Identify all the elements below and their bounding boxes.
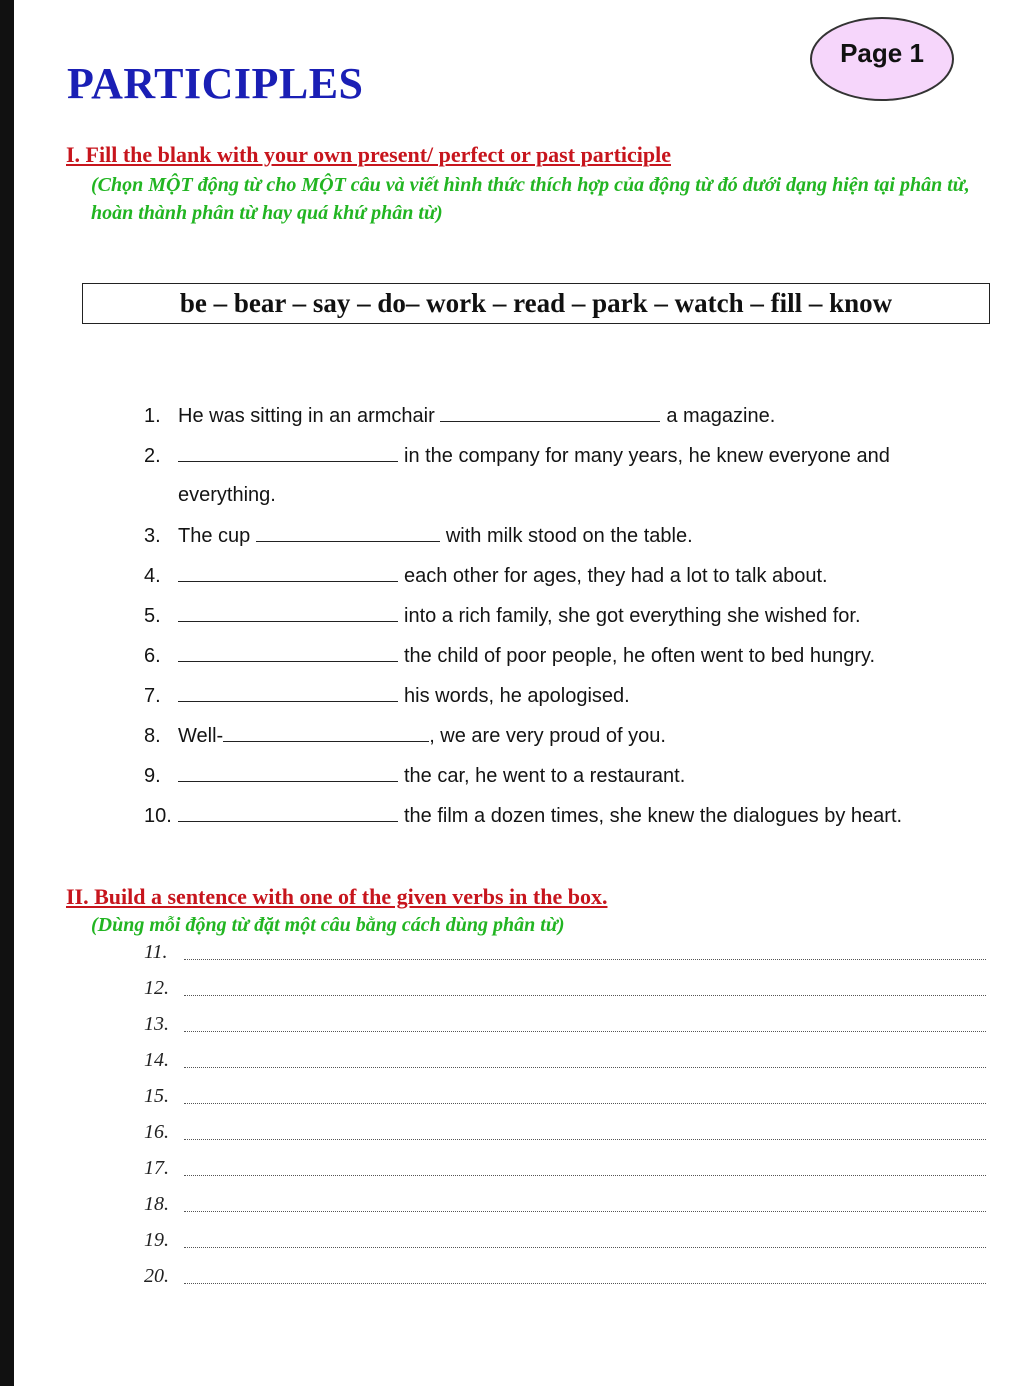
dotted-line [184,958,986,960]
item-number: 1. [144,405,161,427]
dotted-line [184,1282,986,1284]
item-number: 5. [144,605,161,627]
sentence-number: 15. [144,1085,169,1107]
item-text-after: into a rich family, she got everything she wished for. [404,605,861,627]
answer-blank[interactable] [178,603,398,622]
worksheet-page [14,0,1024,1386]
answer-blank[interactable] [178,763,398,782]
sentence-number: 13. [144,1013,169,1035]
page-title: PARTICIPLES [67,59,364,108]
item-text-after: a magazine. [666,405,776,427]
sentence-line-12[interactable] [144,976,986,1000]
item-text-after: in the company for many years, he knew everyone and [404,445,890,467]
dotted-line [184,1174,986,1176]
page-badge-label: Page 1 [840,37,924,68]
sentence-number: 12. [144,977,169,999]
exercise-item-1 [144,403,1004,428]
sentence-line-11[interactable] [144,940,986,964]
exercise-item-5 [144,603,1004,628]
sentence-number: 11. [144,941,168,963]
item-text-after: the car, he went to a restaurant. [404,765,686,787]
sentence-line-19[interactable] [144,1228,986,1252]
answer-blank[interactable] [178,683,398,702]
item-number: 4. [144,565,161,587]
section2-heading: II. Build a sentence with one of the given verbs in the box. [66,884,608,909]
sentence-line-14[interactable] [144,1048,986,1072]
section1-heading: I. Fill the blank with your own present/ perfect or past participle [66,142,671,167]
sentence-number: 20. [144,1265,169,1287]
dotted-line [184,1102,986,1104]
item-text-before: He was sitting in an armchair [178,405,435,427]
exercise-item-9 [144,763,1004,788]
item-text-before: Well- [178,725,224,747]
sentence-number: 14. [144,1049,169,1071]
sentence-number: 16. [144,1121,169,1143]
item-text-after: the film a dozen times, she knew the dialogues by heart. [404,805,903,827]
sentence-line-17[interactable] [144,1156,986,1180]
exercise-item-3 [144,523,1004,548]
item-text-after: his words, he apologised. [404,685,630,707]
answer-blank[interactable] [178,563,398,582]
exercise-item-4 [144,563,1004,588]
dotted-line [184,1030,986,1032]
dotted-line [184,994,986,996]
item-text-after: the child of poor people, he often went to bed hungry. [404,645,876,667]
sentence-line-18[interactable] [144,1192,986,1216]
exercise-item-10 [144,803,1004,828]
sentence-line-20[interactable] [144,1264,986,1288]
answer-blank[interactable] [178,643,398,662]
answer-blank[interactable] [178,443,398,462]
exercise-item-2 [144,443,1004,468]
item-text-after: with milk stood on the table. [445,525,693,547]
sentence-line-16[interactable] [144,1120,986,1144]
item-number: 8. [144,725,161,747]
answer-blank[interactable] [178,803,398,822]
answer-blank[interactable] [440,403,660,422]
sentence-number: 18. [144,1193,169,1215]
sentence-line-13[interactable] [144,1012,986,1036]
answer-blank[interactable] [256,523,440,542]
item-number: 9. [144,765,161,787]
sentence-number: 19. [144,1229,169,1251]
dotted-line [184,1066,986,1068]
dotted-line [184,1246,986,1248]
exercise-item-2-continuation [144,483,1024,507]
item-number: 6. [144,645,161,667]
item-text-continuation: everything. [178,484,276,506]
item-number: 10. [144,805,172,827]
item-text-after: each other for ages, they had a lot to talk about. [404,565,828,587]
exercise-item-7 [144,683,1004,708]
item-number: 7. [144,685,161,707]
answer-blank[interactable] [223,723,429,742]
exercise-item-8 [144,723,1004,748]
item-text-after: , we are very proud of you. [429,725,666,747]
item-text-before: The cup [178,525,251,547]
dotted-line [184,1210,986,1212]
sentence-line-15[interactable] [144,1084,986,1108]
section2-instruction: (Dùng mỗi động từ đặt một câu bằng cách dùng phân từ) [91,914,565,936]
page-badge [810,17,954,101]
item-number: 2. [144,445,161,467]
verb-list: be – bear – say – do– work – read – park – watch – fill – know [179,288,893,318]
section1-instruction: (Chọn MỘT động từ cho MỘT câu và viết hình thức thích hợp của động từ đó dưới dạng hiện tại phân từ, hoàn thành phân từ hay quá khứ phân từ) [91,174,970,224]
sentence-number: 17. [144,1157,169,1179]
exercise-item-6 [144,643,1004,668]
dotted-line [184,1138,986,1140]
item-number: 3. [144,525,161,547]
verb-box [82,283,990,324]
